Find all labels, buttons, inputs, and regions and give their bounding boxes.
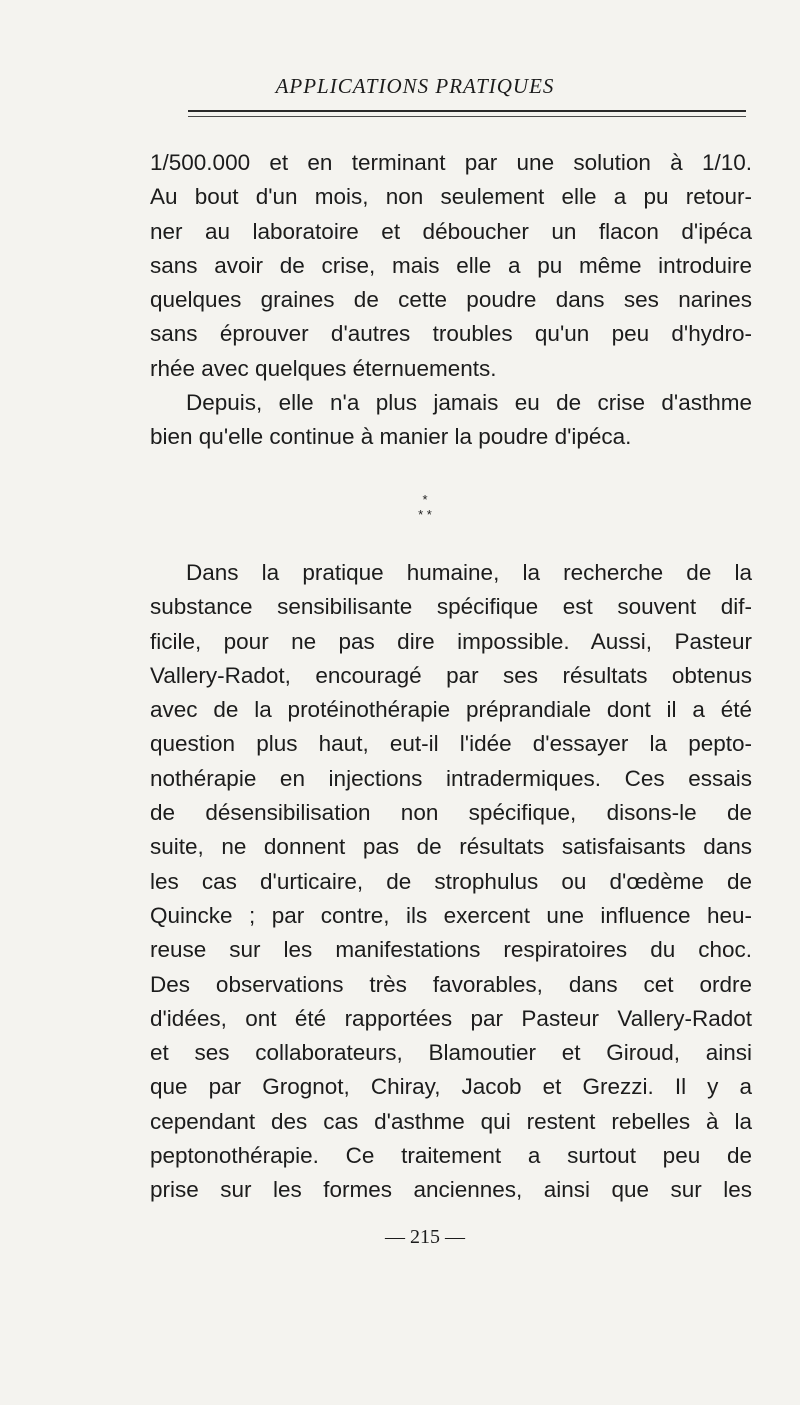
text-line: avec de la protéinothérapie préprandiale dont il a été [150,697,752,723]
header-rule-thin [188,116,746,117]
text-line: peptonothérapie. Ce traitement a surtout peu de [150,1143,752,1169]
text-line: Quincke ; par contre, ils exercent une influence heu- [150,902,752,928]
text-line: d'idées, ont été rapportées par Pasteur Vallery-Radot [150,1005,752,1031]
text-line: reuse sur les manifestations respiratoires du choc. [150,937,752,963]
text-line: suite, ne donnent pas de résultats satisfaisants dans [150,834,752,860]
paragraph-1 [150,146,752,455]
text-line: Depuis, elle n'a plus jamais eu de crise d'asthme [186,390,752,416]
text-line: et ses collaborateurs, Blamoutier et Giroud, ainsi [150,1040,752,1066]
text-line: Des observations très favorables, dans cet ordre [150,971,752,997]
text-line: de désensibilisation non spécifique, disons-le de [150,800,752,826]
text-line: sans éprouver d'autres troubles qu'un peu d'hydro- [150,321,752,347]
header-rule-thick [188,110,746,112]
text-line: ner au laboratoire et déboucher un flacon d'ipéca [150,218,752,244]
text-line: Dans la pratique humaine, la recherche de la [186,560,752,585]
paragraph-2 [150,556,752,1208]
text-line: nothérapie en injections intradermiques. Ces essais [150,765,752,791]
running-head: APPLICATIONS PRATIQUES [275,74,555,98]
text-line: rhée avec quelques éternuements. [150,355,497,381]
text-line: bien qu'elle continue à manier la poudre d'ipéca. [150,424,632,450]
text-line: sans avoir de crise, mais elle a pu même introduire [150,252,752,278]
text-line: 1/500.000 et en terminant par une solution à 1/10. [150,150,752,175]
page-number: — 215 — [385,1226,465,1248]
text-line: ficile, pour ne pas dire impossible. Aussi, Pasteur [150,628,752,654]
text-line: que par Grognot, Chiray, Jacob et Grezzi. Il y a [150,1074,752,1100]
text-line: les cas d'urticaire, de strophulus ou d'œdème de [150,868,752,894]
asterism-bottom: * * [418,507,432,522]
text-line: quelques graines de cette poudre dans ses narines [150,287,752,313]
asterism-top: * [422,492,428,507]
text-line: prise sur les formes anciennes, ainsi que sur les [150,1177,752,1203]
text-line: cependant des cas d'asthme qui restent rebelles à la [150,1108,752,1134]
asterism-separator [0,492,800,522]
text-line: substance sensibilisante spécifique est souvent dif- [150,594,752,620]
text-line: Vallery-Radot, encouragé par ses résultats obtenus [150,662,752,688]
text-line: question plus haut, eut-il l'idée d'essayer la pepto- [150,731,752,757]
text-line: Au bout d'un mois, non seulement elle a pu retour- [150,184,752,210]
